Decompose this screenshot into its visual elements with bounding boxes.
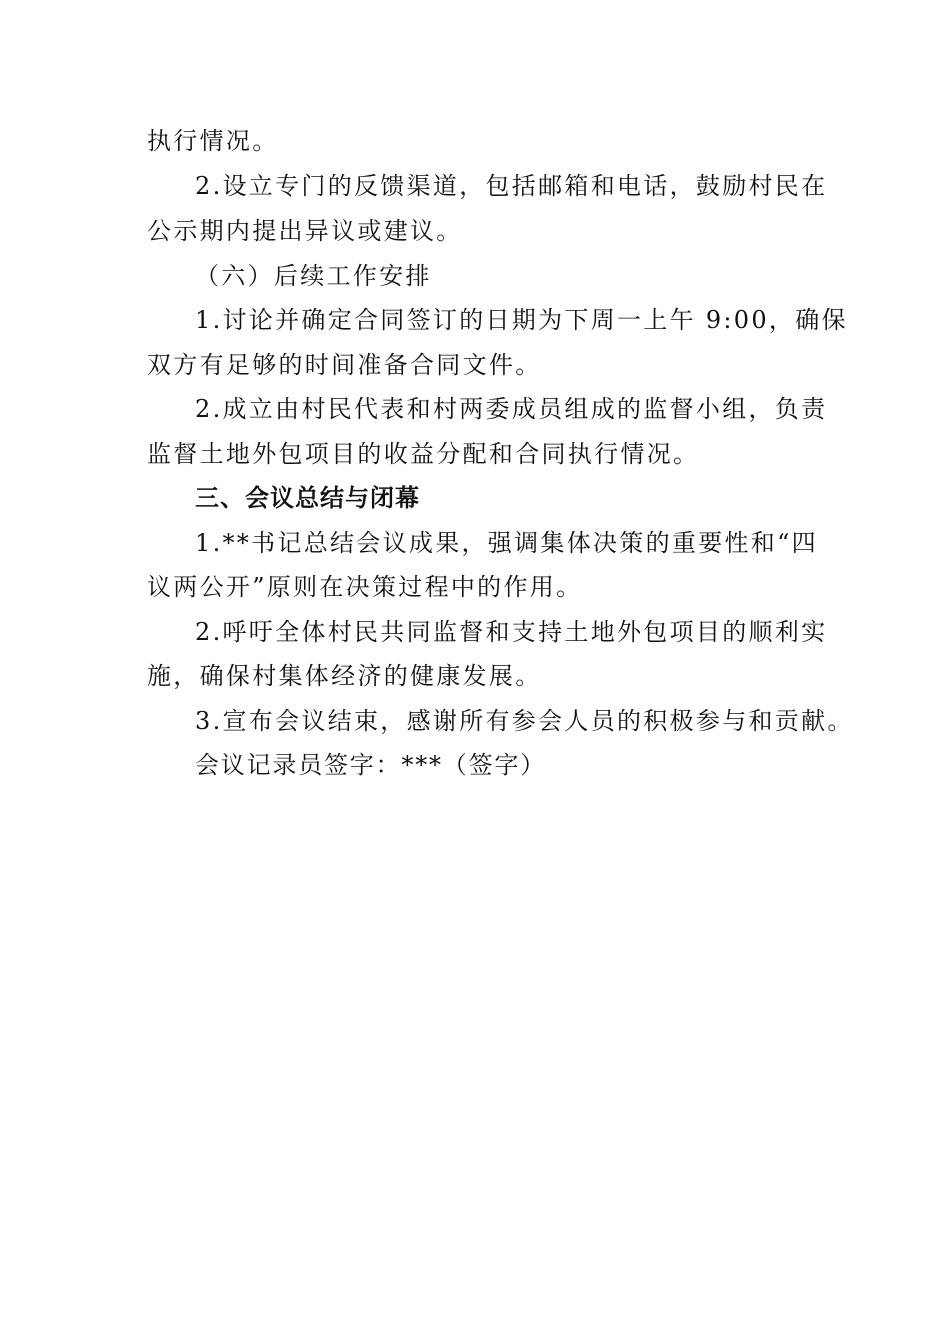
section-heading: 三、会议总结与闭幕 xyxy=(195,484,420,512)
paragraph-line: 议两公开”原则在决策过程中的作用。 xyxy=(147,573,583,601)
recorder-signature-line: 会议记录员签字：***（签字） xyxy=(195,751,546,779)
paragraph-line: 2.成立由村民代表和村两委成员组成的监督小组，负责 xyxy=(195,395,828,423)
paragraph-line: 施，确保村集体经济的健康发展。 xyxy=(147,662,542,690)
paragraph-line: 2.设立专门的反馈渠道，包括邮箱和电话，鼓励村民在 xyxy=(195,172,828,200)
subsection-heading: （六）后续工作安排 xyxy=(195,262,432,290)
paragraph-line: 2.呼吁全体村民共同监督和支持土地外包项目的顺利实 xyxy=(195,618,828,646)
paragraph-line: 1.讨论并确定合同签订的日期为下周一上午 9:00，确保 xyxy=(195,306,848,334)
paragraph-line: 1.**书记总结会议成果，强调集体决策的重要性和“四 xyxy=(195,529,818,557)
paragraph-line: 执行情况。 xyxy=(147,127,279,155)
paragraph-line: 3.宣布会议结束，感谢所有参会人员的积极参与和贡献。 xyxy=(195,707,854,735)
paragraph-line: 监督土地外包项目的收益分配和合同执行情况。 xyxy=(147,440,700,468)
paragraph-line: 双方有足够的时间准备合同文件。 xyxy=(147,351,542,379)
paragraph-line: 公示期内提出异议或建议。 xyxy=(147,217,463,245)
